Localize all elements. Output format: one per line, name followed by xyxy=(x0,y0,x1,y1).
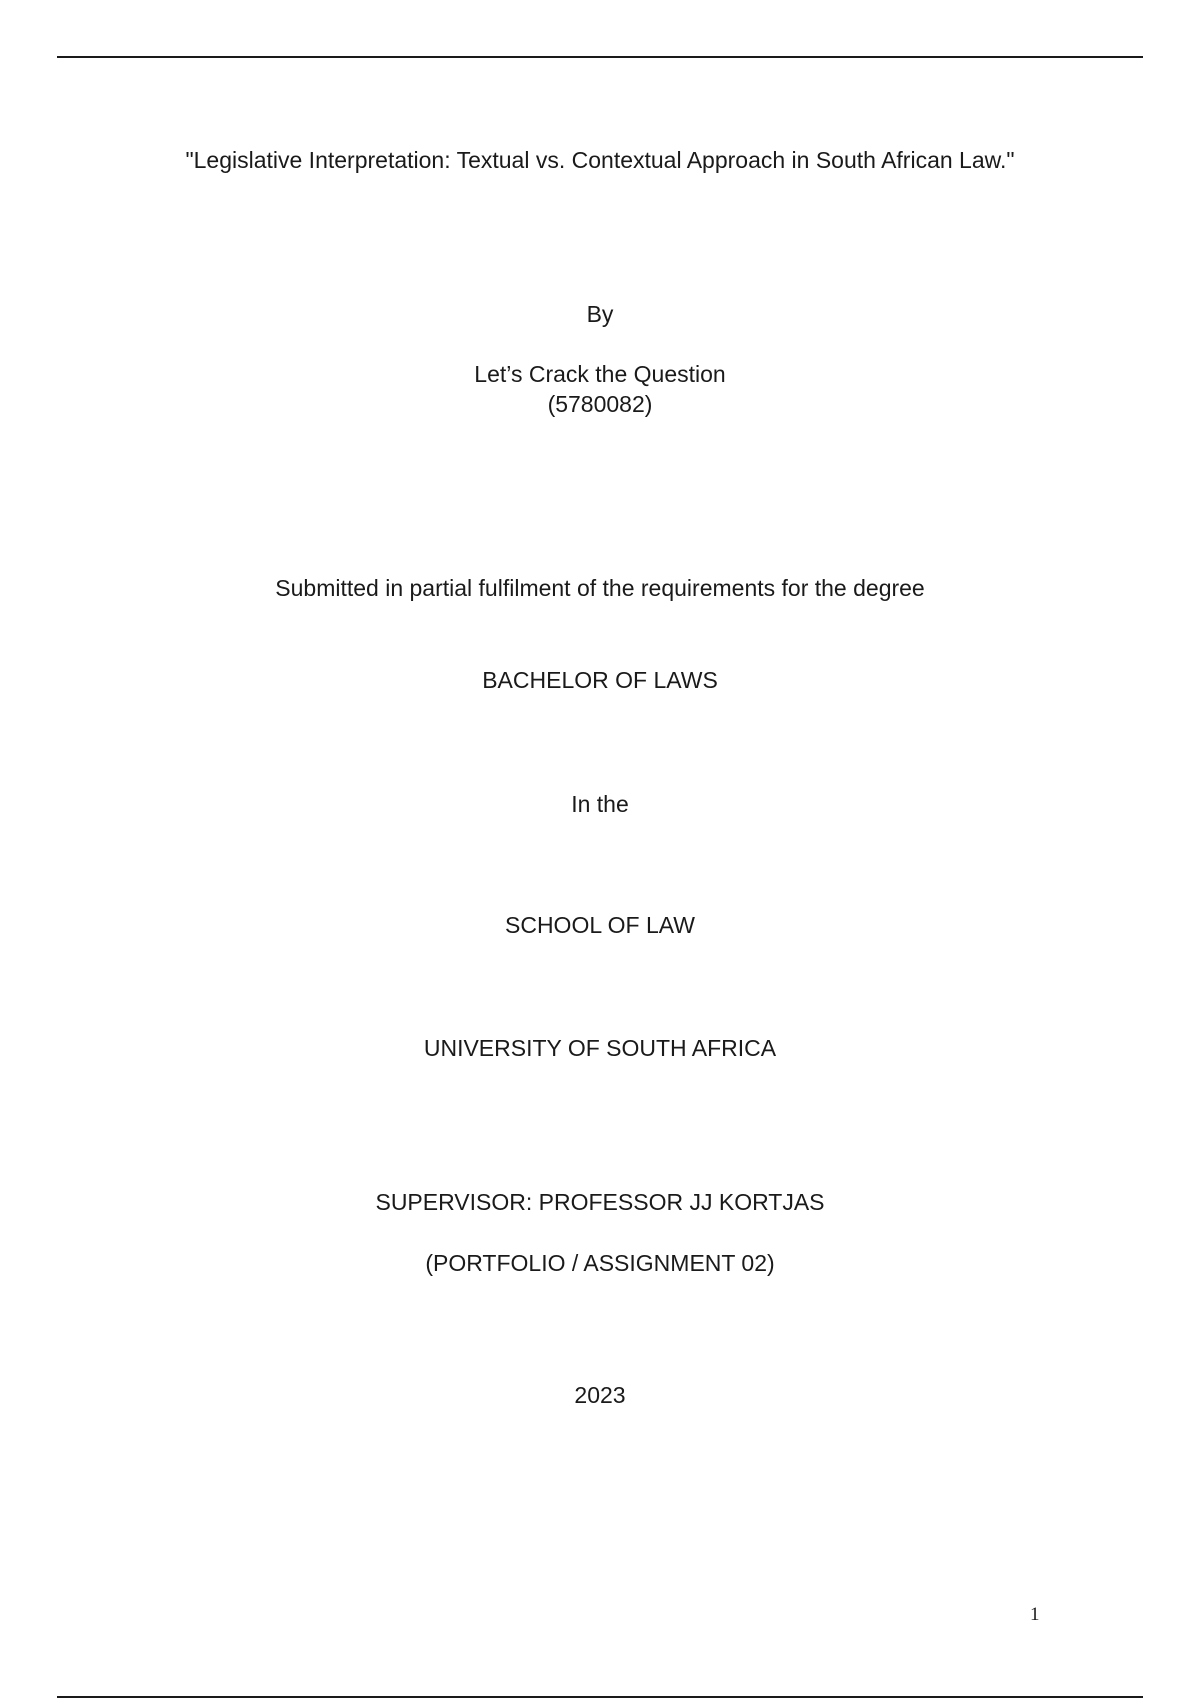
by-label: By xyxy=(586,301,614,327)
year: 2023 xyxy=(574,1382,626,1408)
page-number: 1 xyxy=(1030,1604,1040,1625)
student-number: (5780082) xyxy=(547,391,653,417)
bottom-rule xyxy=(57,1696,1143,1698)
top-rule xyxy=(57,56,1143,58)
assignment-label: (PORTFOLIO / ASSIGNMENT 02) xyxy=(425,1250,775,1276)
university-name: UNIVERSITY OF SOUTH AFRICA xyxy=(423,1035,777,1061)
degree-name: BACHELOR OF LAWS xyxy=(482,667,718,693)
school-name: SCHOOL OF LAW xyxy=(505,912,695,938)
supervisor-line: SUPERVISOR: PROFESSOR JJ KORTJAS xyxy=(375,1189,825,1215)
submission-statement: Submitted in partial fulfilment of the requirements for the degree xyxy=(275,575,925,601)
document-title: "Legislative Interpretation: Textual vs. Contextual Approach in South African Law." xyxy=(185,147,1015,173)
in-the-label: In the xyxy=(571,791,629,817)
author-name: Let’s Crack the Question xyxy=(474,361,726,387)
